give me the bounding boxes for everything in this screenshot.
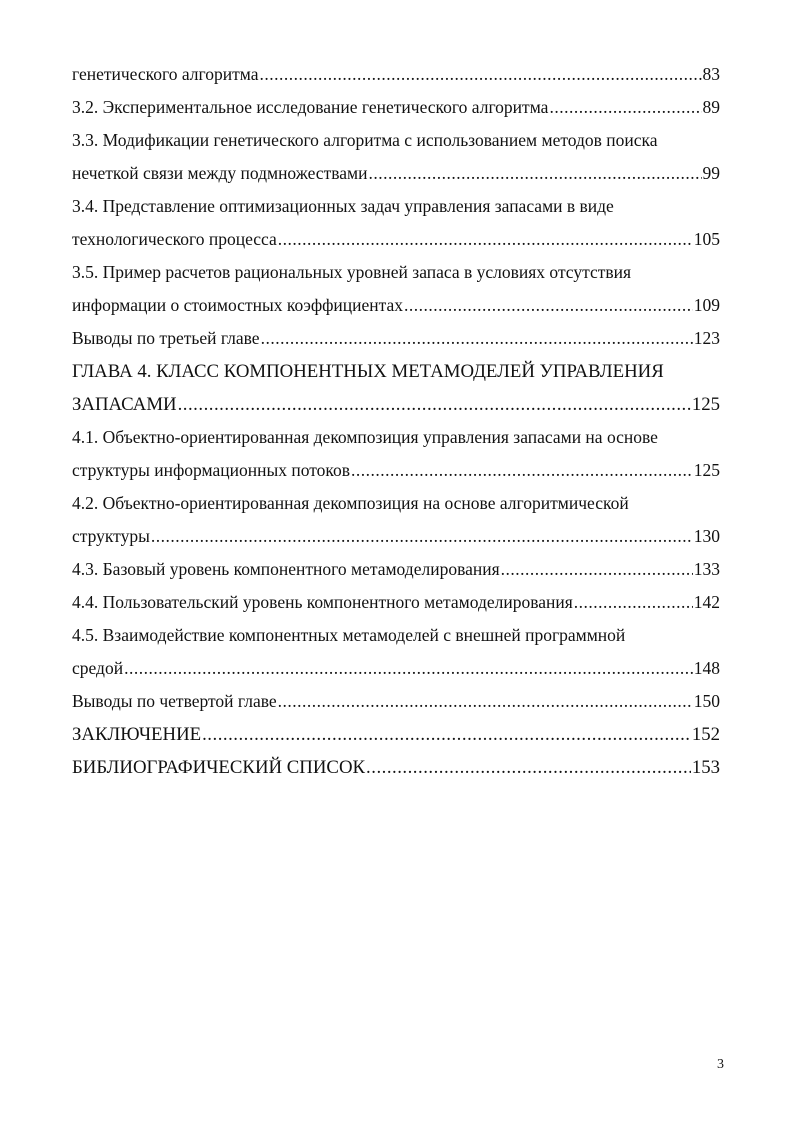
toc-entry-page: 150 bbox=[693, 691, 720, 711]
toc-entry-title: Выводы по четвертой главе bbox=[72, 691, 277, 711]
toc-entry-title: ЗАПАСАМИ bbox=[72, 394, 177, 415]
toc-entry-page: 99 bbox=[702, 163, 720, 183]
dot-leader bbox=[278, 223, 693, 256]
toc-entry-title: 4.4. Пользовательский уровень компонентного метамоделирования bbox=[72, 592, 573, 612]
toc-entry-title: структуры информационных потоков bbox=[72, 460, 351, 480]
toc-entry-title: нечеткой связи между подмножествами bbox=[72, 163, 368, 183]
toc-entry bbox=[72, 388, 720, 421]
table-of-contents bbox=[72, 58, 720, 784]
toc-entry-title-line: 4.2. Объектно-ориентированная декомпозиция на основе алгоритмической bbox=[72, 493, 629, 513]
toc-entry bbox=[72, 322, 720, 355]
toc-entry-title-line: 4.1. Объектно-ориентированная декомпозиция управления запасами на основе bbox=[72, 427, 658, 447]
toc-entry-title-line: 3.5. Пример расчетов рациональных уровней запаса в условиях отсутствия bbox=[72, 262, 632, 282]
toc-entry bbox=[72, 223, 720, 256]
toc-entry bbox=[72, 289, 720, 322]
toc-entry-title: 4.3. Базовый уровень компонентного метамоделирования bbox=[72, 559, 500, 579]
toc-entry bbox=[72, 751, 720, 784]
toc-entry-page: 152 bbox=[691, 724, 720, 745]
toc-entry bbox=[72, 91, 720, 124]
toc-entry bbox=[72, 553, 720, 586]
toc-entry-page: 142 bbox=[693, 592, 720, 612]
toc-entry bbox=[72, 652, 720, 685]
dot-leader bbox=[366, 751, 691, 784]
dot-leader bbox=[549, 91, 701, 124]
dot-leader bbox=[278, 685, 693, 718]
toc-entry bbox=[72, 58, 720, 91]
toc-entry-title: генетического алгоритма bbox=[72, 64, 259, 84]
toc-entry-title-line: 4.5. Взаимодействие компонентных метамоделей с внешней программной bbox=[72, 625, 626, 645]
dot-leader bbox=[260, 58, 702, 91]
toc-entry-page: 109 bbox=[693, 295, 720, 315]
dot-leader bbox=[261, 322, 693, 355]
toc-entry-title: технологического процесса bbox=[72, 229, 277, 249]
chapter-heading-line: ГЛАВА 4. КЛАСС КОМПОНЕНТНЫХ МЕТАМОДЕЛЕЙ УПРАВЛЕНИЯ bbox=[72, 361, 664, 382]
toc-entry bbox=[72, 520, 720, 553]
toc-entry-page: 133 bbox=[693, 559, 720, 579]
toc-entry-page: 125 bbox=[693, 460, 720, 480]
toc-entry bbox=[72, 454, 720, 487]
dot-leader bbox=[178, 388, 691, 421]
dot-leader bbox=[574, 586, 693, 619]
dot-leader bbox=[404, 289, 693, 322]
toc-entry-title-line: 3.4. Представление оптимизационных задач управления запасами в виде bbox=[72, 196, 614, 216]
toc-entry-title: ЗАКЛЮЧЕНИЕ bbox=[72, 724, 202, 745]
toc-entry-page: 105 bbox=[693, 229, 720, 249]
dot-leader bbox=[151, 520, 693, 553]
toc-entry-page: 125 bbox=[691, 394, 720, 415]
toc-entry-title: информации о стоимостных коэффициентах bbox=[72, 295, 404, 315]
dot-leader bbox=[501, 553, 693, 586]
dot-leader bbox=[124, 652, 693, 685]
toc-entry-title: 3.2. Экспериментальное исследование генетического алгоритма bbox=[72, 97, 549, 117]
toc-entry-page: 153 bbox=[691, 757, 720, 778]
toc-entry-title: средой bbox=[72, 658, 124, 678]
toc-entry bbox=[72, 586, 720, 619]
toc-entry-page: 148 bbox=[693, 658, 720, 678]
toc-entry-page: 89 bbox=[702, 97, 720, 117]
toc-entry bbox=[72, 157, 720, 190]
toc-entry-page: 83 bbox=[702, 64, 720, 84]
toc-entry-page: 123 bbox=[693, 328, 720, 348]
dot-leader bbox=[202, 718, 691, 751]
toc-entry-title: Выводы по третьей главе bbox=[72, 328, 260, 348]
dot-leader bbox=[368, 157, 701, 190]
toc-entry bbox=[72, 685, 720, 718]
page-number: 3 bbox=[717, 1057, 724, 1072]
dot-leader bbox=[351, 454, 693, 487]
toc-entry-title: БИБЛИОГРАФИЧЕСКИЙ СПИСОК bbox=[72, 757, 366, 778]
toc-entry-title-line: 3.3. Модификации генетического алгоритма с использованием методов поиска bbox=[72, 130, 658, 150]
toc-entry bbox=[72, 718, 720, 751]
toc-entry-page: 130 bbox=[693, 526, 720, 546]
toc-entry-title: структуры bbox=[72, 526, 150, 546]
